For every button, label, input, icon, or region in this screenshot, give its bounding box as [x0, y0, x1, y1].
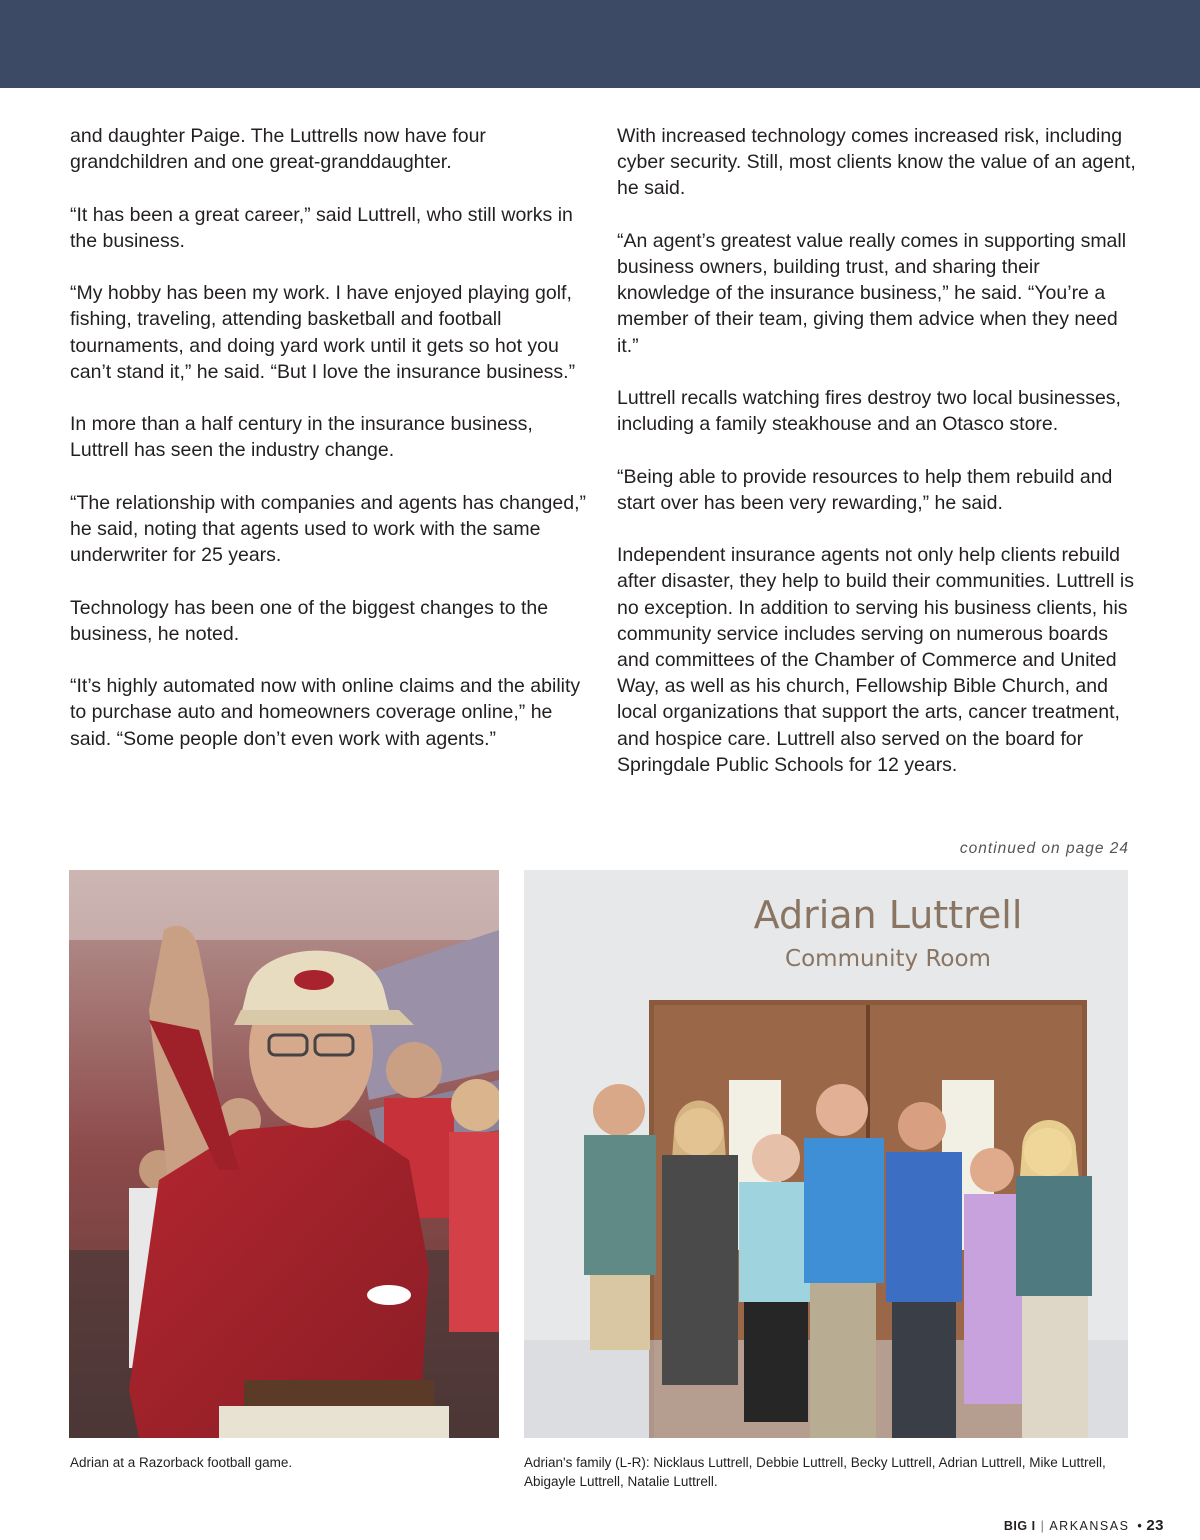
paragraph: Technology has been one of the biggest changes to the business, he noted.: [70, 596, 549, 645]
paragraph: “It has been a great career,” said Luttrell, who still works in the business.: [70, 203, 573, 252]
footer-state: ARKANSAS: [1049, 1519, 1130, 1533]
page-footer: [1004, 1517, 1164, 1534]
family-photo-illustration: [524, 870, 1128, 1438]
paragraph: “The relationship with companies and agents has changed,” he said, noting that agents used to work with the same underwriter for 25 years.: [70, 491, 586, 567]
photo-caption-right: Adrian's family (L-R): Nicklaus Luttrell, Debbie Luttrell, Becky Luttrell, Adrian Luttrell, Mike Luttrell, Abigayle Luttrell, Natalie Luttrell.: [524, 1455, 1106, 1489]
paragraph: and daughter Paige. The Luttrells now have four grandchildren and one great-granddaughter.: [70, 125, 486, 174]
header-band: [0, 0, 1200, 88]
footer-brand: BIG I: [1003, 1519, 1036, 1533]
article-column-right: [617, 123, 1137, 804]
page-number: 23: [1146, 1517, 1164, 1534]
footer-separator: |: [1040, 1519, 1045, 1533]
paragraph: In more than a half century in the insurance business, Luttrell has seen the industry change.: [70, 413, 533, 462]
stadium-photo-illustration: [69, 870, 499, 1438]
article-column-left: [70, 123, 590, 778]
continued-note: continued on page 24: [959, 840, 1129, 857]
family-photo: [524, 870, 1128, 1438]
room-sign-line2: Community Room: [785, 946, 991, 972]
room-sign-line1: Adrian Luttrell: [753, 893, 1023, 937]
paragraph: “My hobby has been my work. I have enjoyed playing golf, fishing, traveling, attending basketball and football tournaments, and doing yard work until it gets so hot you can’t stand it,” he said. “But I love the insurance business.”: [70, 282, 576, 383]
paragraph: Luttrell recalls watching fires destroy two local businesses, including a family steakhouse and an Otasco store.: [617, 387, 1121, 436]
paragraph: With increased technology comes increased risk, including cyber security. Still, most clients know the value of an agent, he said.: [617, 125, 1136, 200]
stadium-photo: [69, 870, 499, 1438]
paragraph: “Being able to provide resources to help them rebuild and start over has been very rewarding,” he said.: [617, 465, 1113, 514]
footer-bullet: •: [1137, 1519, 1143, 1533]
photo-caption-left: Adrian at a Razorback football game.: [70, 1455, 293, 1470]
paragraph: Independent insurance agents not only help clients rebuild after disaster, they help to build their communities. Luttrell is no exception. In addition to serving his business clients, his community service includes serving on numerous boards and committees of the Chamber of Commerce and United Way, as well as his church, Fellowship Bible Church, and local organizations that support the arts, cancer treatment, and hospice care. Luttrell also served on the board for Springdale Public Schools for 12 years.: [617, 544, 1134, 776]
paragraph: “It’s highly automated now with online claims and the ability to purchase auto and homeowners coverage online,” he said. “Some people don’t even work with agents.”: [70, 675, 581, 750]
paragraph: “An agent’s greatest value really comes in supporting small business owners, building trust, and sharing their knowledge of the insurance business,” he said. “You’re a member of their team, giving them advice when they need it.”: [617, 229, 1127, 357]
